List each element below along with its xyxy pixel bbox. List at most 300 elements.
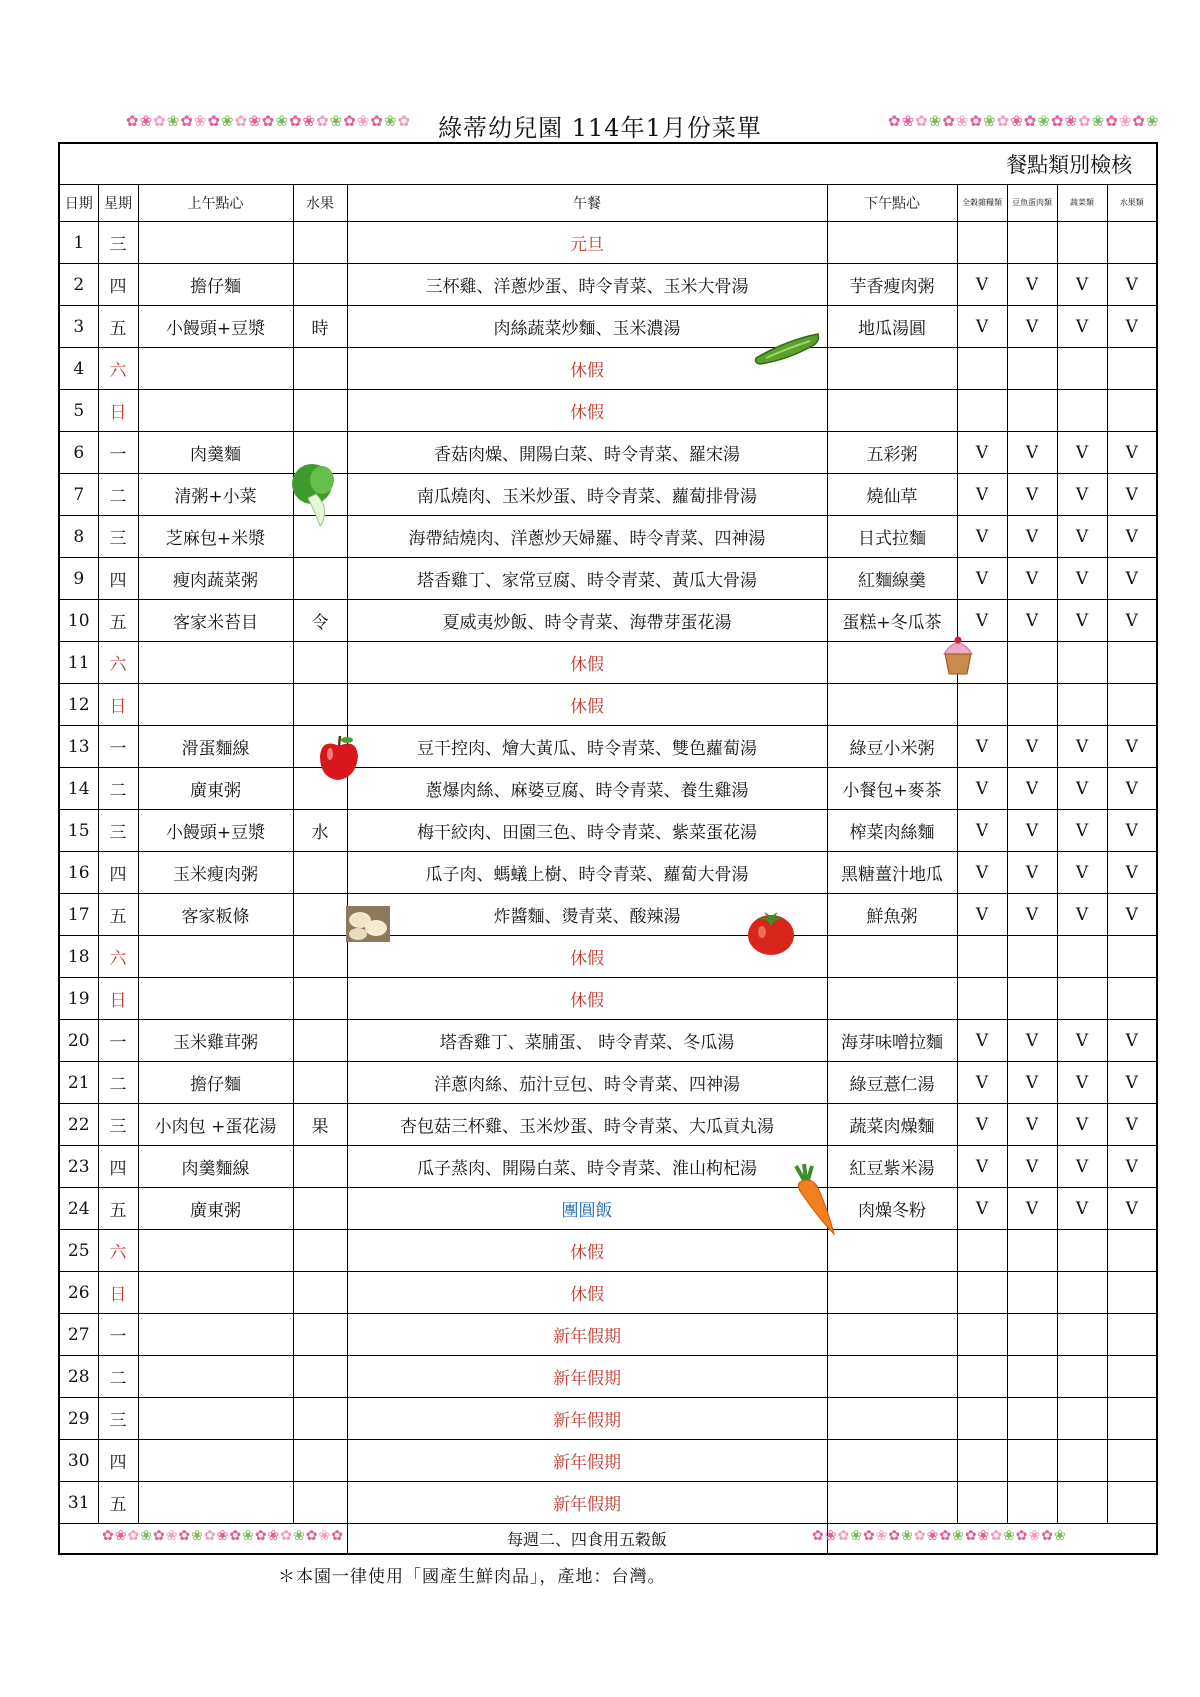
check-grains-cell: V	[957, 306, 1007, 348]
check-vegetables-cell: V	[1057, 852, 1107, 894]
check-protein-cell	[1007, 222, 1057, 264]
afternoon-snack-cell: 肉燥冬粉	[827, 1188, 957, 1230]
afternoon-snack-cell: 燒仙草	[827, 474, 957, 516]
check-fruit-cell	[1107, 684, 1157, 726]
lunch-cell: 炸醬麵、燙青菜、酸辣湯	[347, 894, 827, 936]
menu-row	[59, 516, 1157, 558]
weekday-cell: 六	[98, 936, 138, 978]
fruit-cell	[293, 348, 347, 390]
fruit-cell: 令	[293, 600, 347, 642]
menu-row	[59, 1314, 1157, 1356]
morning-snack-cell: 擔仔麵	[138, 1062, 293, 1104]
check-protein-cell: V	[1007, 600, 1057, 642]
weekday-cell: 日	[98, 390, 138, 432]
check-protein-cell	[1007, 1440, 1057, 1482]
fruit-cell: 時	[293, 306, 347, 348]
afternoon-snack-cell	[827, 936, 957, 978]
date-cell: 17	[59, 894, 98, 936]
afternoon-snack-cell: 五彩粥	[827, 432, 957, 474]
check-fruit-cell: V	[1107, 306, 1157, 348]
fruit-cell	[293, 1146, 347, 1188]
afternoon-snack-cell: 鮮魚粥	[827, 894, 957, 936]
check-protein-cell	[1007, 1272, 1057, 1314]
menu-row	[59, 1020, 1157, 1062]
check-grains-cell: V	[957, 1020, 1007, 1062]
lunch-cell: 休假	[347, 936, 827, 978]
afternoon-snack-cell	[827, 684, 957, 726]
date-cell: 3	[59, 306, 98, 348]
afternoon-snack-cell: 小餐包+麥茶	[827, 768, 957, 810]
morning-snack-cell	[138, 1440, 293, 1482]
header-lunch: 午餐	[347, 185, 827, 222]
date-cell: 26	[59, 1272, 98, 1314]
check-fruit-cell	[1107, 390, 1157, 432]
date-cell: 22	[59, 1104, 98, 1146]
check-protein-cell	[1007, 390, 1057, 432]
check-protein-cell	[1007, 684, 1057, 726]
flower-border-icon: ✿❀✿❀✿❀✿❀✿❀✿❀✿❀✿❀✿❀✿	[102, 1528, 344, 1544]
weekday-cell: 四	[98, 852, 138, 894]
weekday-cell: 三	[98, 810, 138, 852]
weekday-cell: 一	[98, 1314, 138, 1356]
lunch-cell: 新年假期	[347, 1398, 827, 1440]
date-cell: 16	[59, 852, 98, 894]
afternoon-snack-cell	[827, 1356, 957, 1398]
check-fruit-cell	[1107, 1230, 1157, 1272]
weekday-cell: 三	[98, 222, 138, 264]
header-afternoon-snack: 下午點心	[827, 185, 957, 222]
check-protein-cell: V	[1007, 306, 1057, 348]
morning-snack-cell: 玉米瘦肉粥	[138, 852, 293, 894]
check-fruit-cell: V	[1107, 558, 1157, 600]
check-vegetables-cell: V	[1057, 1020, 1107, 1062]
check-vegetables-cell	[1057, 936, 1107, 978]
check-fruit-cell: V	[1107, 810, 1157, 852]
check-grains-cell: V	[957, 852, 1007, 894]
afternoon-snack-cell: 綠豆小米粥	[827, 726, 957, 768]
weekday-cell: 一	[98, 726, 138, 768]
menu-row	[59, 1062, 1157, 1104]
check-fruit-cell: V	[1107, 516, 1157, 558]
afternoon-snack-cell	[827, 348, 957, 390]
fruit-cell	[293, 1398, 347, 1440]
check-fruit-cell: V	[1107, 768, 1157, 810]
check-vegetables-cell: V	[1057, 726, 1107, 768]
menu-row	[59, 222, 1157, 264]
lunch-cell: 休假	[347, 684, 827, 726]
menu-row	[59, 1146, 1157, 1188]
check-protein-cell: V	[1007, 1062, 1057, 1104]
check-vegetables-cell	[1057, 684, 1107, 726]
check-grains-cell: V	[957, 1188, 1007, 1230]
afternoon-snack-cell	[827, 222, 957, 264]
afternoon-snack-cell: 蛋糕+冬瓜茶	[827, 600, 957, 642]
check-vegetables-cell	[1057, 1440, 1107, 1482]
date-cell: 12	[59, 684, 98, 726]
check-protein-cell	[1007, 1482, 1057, 1524]
check-protein-cell: V	[1007, 474, 1057, 516]
header-check-fruit: 水果類	[1107, 185, 1157, 222]
check-protein-cell	[1007, 1314, 1057, 1356]
date-cell: 27	[59, 1314, 98, 1356]
check-protein-cell: V	[1007, 1146, 1057, 1188]
weekday-cell: 日	[98, 1272, 138, 1314]
menu-row	[59, 1482, 1157, 1524]
check-grains-cell: V	[957, 516, 1007, 558]
weekday-cell: 四	[98, 1440, 138, 1482]
lunch-cell: 新年假期	[347, 1482, 827, 1524]
check-vegetables-cell: V	[1057, 1146, 1107, 1188]
morning-snack-cell: 肉羹麵線	[138, 1146, 293, 1188]
check-vegetables-cell: V	[1057, 768, 1107, 810]
check-protein-cell	[1007, 1356, 1057, 1398]
header-check-protein: 豆魚蛋肉類	[1007, 185, 1057, 222]
check-vegetables-cell	[1057, 1272, 1107, 1314]
weekday-cell: 三	[98, 1104, 138, 1146]
morning-snack-cell	[138, 642, 293, 684]
weekday-cell: 五	[98, 1482, 138, 1524]
afternoon-snack-cell: 綠豆薏仁湯	[827, 1062, 957, 1104]
date-cell: 21	[59, 1062, 98, 1104]
afternoon-snack-cell	[827, 1272, 957, 1314]
morning-snack-cell	[138, 1398, 293, 1440]
morning-snack-cell: 客家粄條	[138, 894, 293, 936]
check-fruit-cell: V	[1107, 264, 1157, 306]
fruit-cell	[293, 1314, 347, 1356]
date-cell: 9	[59, 558, 98, 600]
date-cell: 13	[59, 726, 98, 768]
check-fruit-cell: V	[1107, 852, 1157, 894]
cucumber-icon	[752, 328, 822, 366]
date-cell: 19	[59, 978, 98, 1020]
afternoon-snack-cell	[827, 1440, 957, 1482]
menu-row	[59, 1104, 1157, 1146]
check-protein-cell: V	[1007, 726, 1057, 768]
check-grains-cell	[957, 1398, 1007, 1440]
fruit-cell	[293, 558, 347, 600]
weekday-cell: 六	[98, 348, 138, 390]
lunch-cell: 休假	[347, 390, 827, 432]
check-grains-cell	[957, 390, 1007, 432]
morning-snack-cell	[138, 684, 293, 726]
afternoon-snack-cell	[827, 1314, 957, 1356]
weekday-cell: 六	[98, 1230, 138, 1272]
afternoon-snack-cell	[827, 1482, 957, 1524]
check-grains-cell	[957, 1482, 1007, 1524]
check-fruit-cell: V	[1107, 432, 1157, 474]
afternoon-snack-cell: 日式拉麵	[827, 516, 957, 558]
morning-snack-cell: 清粥+小菜	[138, 474, 293, 516]
check-grains-cell: V	[957, 558, 1007, 600]
menu-row	[59, 474, 1157, 516]
lunch-cell: 新年假期	[347, 1314, 827, 1356]
date-cell: 7	[59, 474, 98, 516]
flower-border-icon: ✿❀✿❀✿❀✿❀✿❀✿❀✿❀✿❀✿❀✿❀	[888, 112, 1160, 130]
flower-border-icon: ✿❀✿❀✿❀✿❀✿❀✿❀✿❀✿❀✿❀✿❀	[812, 1528, 1067, 1544]
lunch-cell: 豆干控肉、燴大黃瓜、時令青菜、雙色蘿蔔湯	[347, 726, 827, 768]
lunch-cell: 新年假期	[347, 1356, 827, 1398]
check-grains-cell	[957, 1272, 1007, 1314]
date-cell: 20	[59, 1020, 98, 1062]
check-fruit-cell	[1107, 1356, 1157, 1398]
check-fruit-cell	[1107, 1482, 1157, 1524]
weekday-cell: 三	[98, 516, 138, 558]
footer-text: 每週二、四食用五穀飯	[347, 1524, 827, 1555]
check-fruit-cell: V	[1107, 1146, 1157, 1188]
menu-row	[59, 852, 1157, 894]
check-protein-cell: V	[1007, 1188, 1057, 1230]
check-grains-cell	[957, 684, 1007, 726]
lunch-cell: 休假	[347, 1230, 827, 1272]
header-fruit: 水果	[293, 185, 347, 222]
date-cell: 31	[59, 1482, 98, 1524]
date-cell: 28	[59, 1356, 98, 1398]
check-vegetables-cell: V	[1057, 264, 1107, 306]
date-cell: 25	[59, 1230, 98, 1272]
lunch-cell: 肉絲蔬菜炒麵、玉米濃湯	[347, 306, 827, 348]
weekday-cell: 一	[98, 1020, 138, 1062]
lunch-cell: 夏威夷炒飯、時令青菜、海帶芽蛋花湯	[347, 600, 827, 642]
header-morning-snack: 上午點心	[138, 185, 293, 222]
lunch-cell: 塔香雞丁、家常豆腐、時令青菜、黃瓜大骨湯	[347, 558, 827, 600]
fruit-cell	[293, 894, 347, 936]
morning-snack-cell	[138, 390, 293, 432]
check-vegetables-cell: V	[1057, 558, 1107, 600]
date-cell: 8	[59, 516, 98, 558]
menu-row	[59, 894, 1157, 936]
check-vegetables-cell: V	[1057, 1104, 1107, 1146]
check-vegetables-cell: V	[1057, 474, 1107, 516]
check-fruit-cell: V	[1107, 726, 1157, 768]
weekday-cell: 五	[98, 1188, 138, 1230]
weekday-cell: 四	[98, 558, 138, 600]
check-vegetables-cell	[1057, 222, 1107, 264]
header-check-grains: 全穀雜糧類	[957, 185, 1007, 222]
check-vegetables-cell	[1057, 1482, 1107, 1524]
check-protein-cell: V	[1007, 1104, 1057, 1146]
tomato-icon	[746, 908, 796, 956]
menu-row	[59, 1272, 1157, 1314]
check-grains-cell	[957, 1314, 1007, 1356]
check-fruit-cell	[1107, 348, 1157, 390]
fruit-cell	[293, 684, 347, 726]
check-grains-cell	[957, 1356, 1007, 1398]
lunch-cell: 休假	[347, 1272, 827, 1314]
weekday-cell: 日	[98, 978, 138, 1020]
check-vegetables-cell	[1057, 390, 1107, 432]
lunch-cell: 瓜子肉、螞蟻上樹、時令青菜、蘿蔔大骨湯	[347, 852, 827, 894]
morning-snack-cell: 廣東粥	[138, 1188, 293, 1230]
weekday-cell: 日	[98, 684, 138, 726]
check-vegetables-cell: V	[1057, 600, 1107, 642]
fruit-cell	[293, 264, 347, 306]
fruit-cell	[293, 1230, 347, 1272]
fruit-cell	[293, 1272, 347, 1314]
menu-row	[59, 1356, 1157, 1398]
weekday-cell: 五	[98, 894, 138, 936]
morning-snack-cell: 瘦肉蔬菜粥	[138, 558, 293, 600]
menu-row	[59, 978, 1157, 1020]
check-grains-cell	[957, 348, 1007, 390]
check-vegetables-cell: V	[1057, 432, 1107, 474]
afternoon-snack-cell: 芋香瘦肉粥	[827, 264, 957, 306]
menu-row	[59, 306, 1157, 348]
check-vegetables-cell	[1057, 1356, 1107, 1398]
morning-snack-cell: 滑蛋麵線	[138, 726, 293, 768]
check-vegetables-cell: V	[1057, 894, 1107, 936]
lunch-cell: 南瓜燒肉、玉米炒蛋、時令青菜、蘿蔔排骨湯	[347, 474, 827, 516]
check-vegetables-cell	[1057, 1398, 1107, 1440]
fruit-cell	[293, 978, 347, 1020]
check-fruit-cell	[1107, 936, 1157, 978]
date-cell: 30	[59, 1440, 98, 1482]
cupcake-icon	[938, 632, 978, 676]
header-check-vegetables: 蔬菜類	[1057, 185, 1107, 222]
fruit-cell	[293, 642, 347, 684]
check-fruit-cell: V	[1107, 894, 1157, 936]
check-caption: 餐點類別檢核	[59, 143, 1157, 185]
afternoon-snack-cell	[827, 1398, 957, 1440]
check-protein-cell	[1007, 1398, 1057, 1440]
weekday-cell: 二	[98, 1062, 138, 1104]
check-grains-cell: V	[957, 726, 1007, 768]
menu-row	[59, 684, 1157, 726]
fruit-cell	[293, 1482, 347, 1524]
check-protein-cell: V	[1007, 852, 1057, 894]
check-grains-cell: V	[957, 474, 1007, 516]
afternoon-snack-cell: 蔬菜肉燥麵	[827, 1104, 957, 1146]
lunch-cell: 休假	[347, 642, 827, 684]
morning-snack-cell: 小饅頭+豆漿	[138, 306, 293, 348]
check-fruit-cell	[1107, 978, 1157, 1020]
check-fruit-cell	[1107, 1440, 1157, 1482]
check-fruit-cell: V	[1107, 1062, 1157, 1104]
morning-snack-cell: 肉羹麵	[138, 432, 293, 474]
check-protein-cell: V	[1007, 1020, 1057, 1062]
afternoon-snack-cell: 海芽味噌拉麵	[827, 1020, 957, 1062]
menu-row	[59, 936, 1157, 978]
menu-row	[59, 768, 1157, 810]
check-protein-cell: V	[1007, 264, 1057, 306]
afternoon-snack-cell: 地瓜湯圓	[827, 306, 957, 348]
check-vegetables-cell: V	[1057, 1188, 1107, 1230]
check-vegetables-cell	[1057, 348, 1107, 390]
weekday-cell: 一	[98, 432, 138, 474]
menu-row	[59, 810, 1157, 852]
check-protein-cell	[1007, 1230, 1057, 1272]
fruit-cell: 水	[293, 810, 347, 852]
menu-row	[59, 264, 1157, 306]
menu-table	[58, 142, 1158, 1555]
lunch-cell: 蔥爆肉絲、麻婆豆腐、時令青菜、養生雞湯	[347, 768, 827, 810]
lunch-cell: 杏包菇三杯雞、玉米炒蛋、時令青菜、大瓜貢丸湯	[347, 1104, 827, 1146]
morning-snack-cell	[138, 1230, 293, 1272]
weekday-cell: 二	[98, 1356, 138, 1398]
check-fruit-cell	[1107, 222, 1157, 264]
fruit-cell: 果	[293, 1104, 347, 1146]
check-grains-cell	[957, 978, 1007, 1020]
fruit-cell	[293, 936, 347, 978]
morning-snack-cell	[138, 936, 293, 978]
lunch-cell: 團圓飯	[347, 1188, 827, 1230]
date-cell: 2	[59, 264, 98, 306]
date-cell: 14	[59, 768, 98, 810]
weekday-cell: 六	[98, 642, 138, 684]
menu-row	[59, 348, 1157, 390]
morning-snack-cell	[138, 222, 293, 264]
check-grains-cell	[957, 1230, 1007, 1272]
morning-snack-cell	[138, 978, 293, 1020]
fruit-cell	[293, 1356, 347, 1398]
lunch-cell: 元旦	[347, 222, 827, 264]
menu-row	[59, 726, 1157, 768]
morning-snack-cell: 小饅頭+豆漿	[138, 810, 293, 852]
check-protein-cell	[1007, 978, 1057, 1020]
check-grains-cell: V	[957, 894, 1007, 936]
morning-snack-cell	[138, 1482, 293, 1524]
check-fruit-cell	[1107, 1314, 1157, 1356]
dumplings-icon	[346, 906, 390, 942]
weekday-cell: 四	[98, 264, 138, 306]
weekday-cell: 三	[98, 1398, 138, 1440]
menu-row	[59, 600, 1157, 642]
check-protein-cell: V	[1007, 432, 1057, 474]
check-fruit-cell: V	[1107, 1020, 1157, 1062]
check-protein-cell: V	[1007, 894, 1057, 936]
date-cell: 1	[59, 222, 98, 264]
morning-snack-cell	[138, 1272, 293, 1314]
check-grains-cell	[957, 936, 1007, 978]
weekday-cell: 二	[98, 768, 138, 810]
lunch-cell: 三杯雞、洋蔥炒蛋、時令青菜、玉米大骨湯	[347, 264, 827, 306]
fruit-cell	[293, 1440, 347, 1482]
check-protein-cell	[1007, 936, 1057, 978]
menu-row	[59, 432, 1157, 474]
fruit-cell	[293, 390, 347, 432]
bok-choy-icon	[290, 462, 340, 528]
morning-snack-cell: 玉米雞茸粥	[138, 1020, 293, 1062]
menu-row	[59, 1188, 1157, 1230]
menu-row	[59, 558, 1157, 600]
date-cell: 24	[59, 1188, 98, 1230]
afternoon-snack-cell: 榨菜肉絲麵	[827, 810, 957, 852]
date-cell: 11	[59, 642, 98, 684]
carrot-icon	[790, 1162, 840, 1236]
weekday-cell: 四	[98, 1146, 138, 1188]
check-grains-cell: V	[957, 1104, 1007, 1146]
afternoon-snack-cell	[827, 1230, 957, 1272]
afternoon-snack-cell: 紅麵線羹	[827, 558, 957, 600]
date-cell: 29	[59, 1398, 98, 1440]
weekday-cell: 五	[98, 306, 138, 348]
lunch-cell: 瓜子蒸肉、開陽白菜、時令青菜、淮山枸杞湯	[347, 1146, 827, 1188]
check-protein-cell	[1007, 348, 1057, 390]
check-grains-cell: V	[957, 768, 1007, 810]
header-date: 日期	[59, 185, 98, 222]
check-vegetables-cell: V	[1057, 516, 1107, 558]
check-grains-cell: V	[957, 600, 1007, 642]
check-vegetables-cell	[1057, 1230, 1107, 1272]
meat-origin-note: ＊本園一律使用「國產生鮮肉品」，產地：台灣。	[278, 1567, 666, 1587]
lunch-cell: 塔香雞丁、菜脯蛋、 時令青菜、冬瓜湯	[347, 1020, 827, 1062]
check-vegetables-cell	[1057, 1314, 1107, 1356]
morning-snack-cell	[138, 348, 293, 390]
check-grains-cell	[957, 222, 1007, 264]
weekday-cell: 二	[98, 474, 138, 516]
apple-icon	[316, 734, 362, 782]
date-cell: 6	[59, 432, 98, 474]
lunch-cell: 梅干絞肉、田園三色、時令青菜、紫菜蛋花湯	[347, 810, 827, 852]
